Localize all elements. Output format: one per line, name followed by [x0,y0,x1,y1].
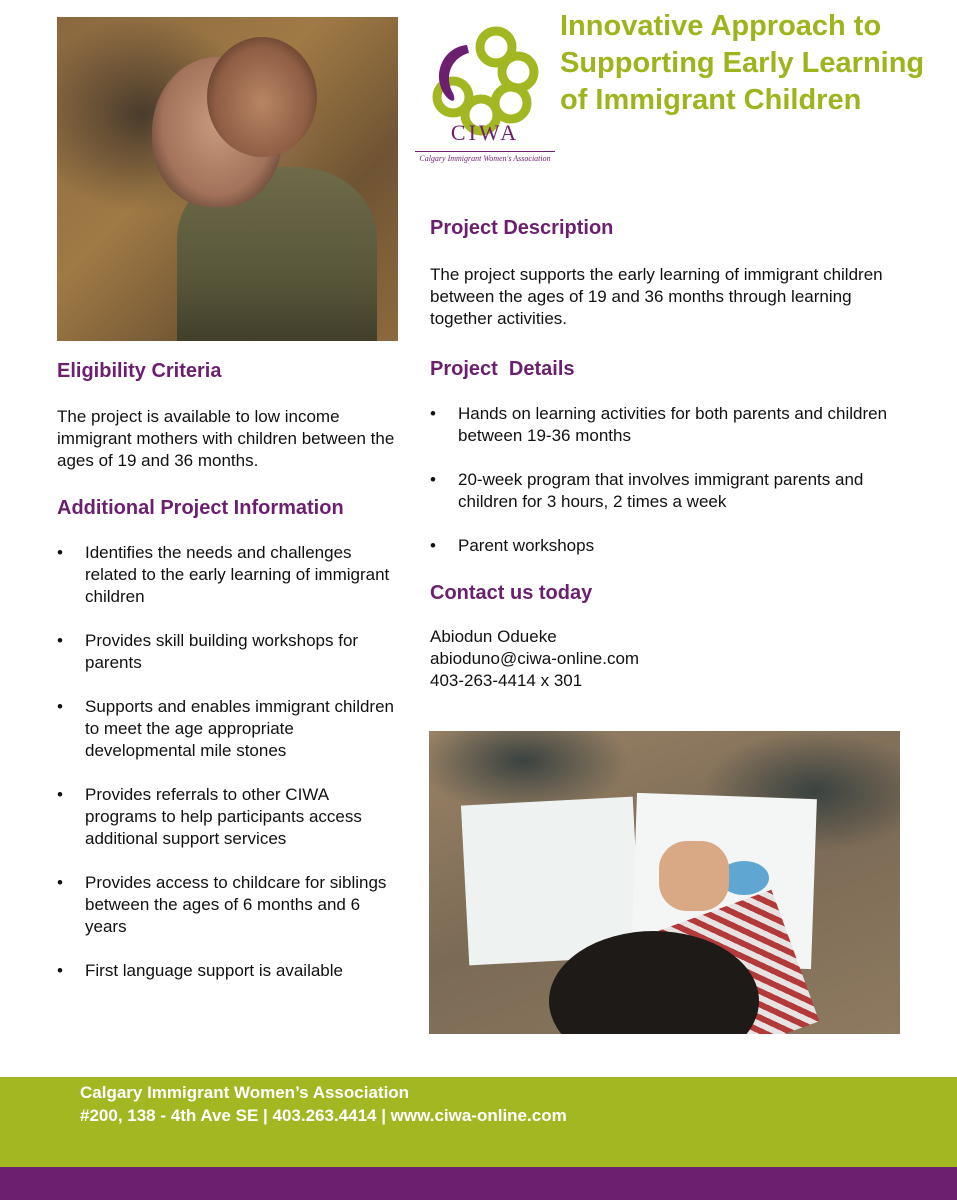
project-details-heading: Project Details [430,358,575,380]
footer-org-name: Calgary Immigrant Women’s Association [80,1083,410,1102]
contact-phone: 403-263-4414 x 301 [430,671,583,690]
eligibility-text: The project is available to low income immigrant mothers with children between the ages of 19 and 36 months. [57,407,395,470]
footer-bottom-band [0,1167,957,1200]
project-details-list [430,403,890,557]
contact-name: Abiodun Odueke [430,627,557,646]
child-reading-photo [429,731,900,1034]
additional-info-list [57,542,402,982]
list-item: • First language support is available [57,960,402,982]
photo-shape [659,841,729,911]
list-item: • Hands on learning activities for both parents and children between 19-36 months [430,403,890,447]
contact-heading: Contact us today [430,582,593,604]
list-item: • 20-week program that involves immigrant parents and children for 3 hours, 2 times a week [430,469,890,513]
eligibility-heading: Eligibility Criteria [57,360,222,382]
contact-email-link[interactable]: abioduno@ciwa-online.com [430,649,640,668]
list-item: • Provides referrals to other CIWA programs to help participants access additional support services [57,784,402,850]
additional-info-heading: Additional Project Information [57,497,344,519]
list-item: • Supports and enables immigrant children to meet the age appropriate developmental mile stones [57,696,402,762]
project-description-text: The project supports the early learning of immigrant children between the ages of 19 and 36 months through learning together activities. [430,265,883,328]
project-description-heading: Project Description [430,217,614,239]
list-item: • Provides skill building workshops for parents [57,630,402,674]
list-item: • Provides access to childcare for siblings between the ages of 6 months and 6 years [57,872,402,938]
logo-subtitle: Calgary Immigrant Women's Association [415,151,555,163]
footer-address: #200, 138 - 4th Ave SE | 403.263.4414 | www.ciwa-online.com [80,1106,567,1125]
list-item: • Parent workshops [430,535,890,557]
photo-shape [207,37,317,157]
list-item: • Identifies the needs and challenges related to the early learning of immigrant children [57,542,402,608]
mother-daughter-photo [57,17,398,341]
logo-wordmark: CIWA [450,120,520,145]
page-title: Innovative Approach to Supporting Early Learning of Immigrant Children [560,10,925,116]
